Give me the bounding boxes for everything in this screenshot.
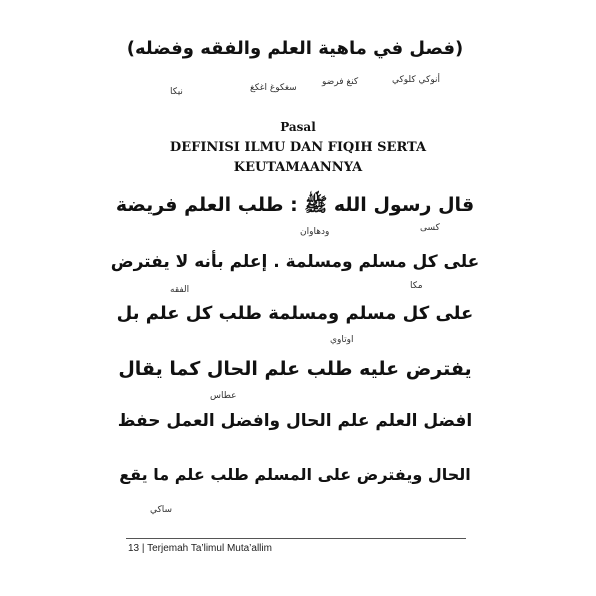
interlinear-gloss: الفقه xyxy=(170,285,190,295)
arabic-text-line: الحال ويفترض على المسلم طلب علم ما يقع xyxy=(119,465,471,484)
interlinear-gloss: نيكا xyxy=(170,87,183,97)
interlinear-gloss: كسى xyxy=(420,223,440,233)
heading-pasal: Pasal xyxy=(280,120,316,134)
footer-divider xyxy=(126,538,466,539)
arabic-text-line: افضل العلم علم الحال وافضل العمل حفظ xyxy=(117,411,473,431)
interlinear-gloss: عطاس xyxy=(210,391,237,401)
arabic-text-line: على كل مسلم ومسلمة . إعلم بأنه لا يفترض xyxy=(110,252,480,272)
interlinear-gloss: ودهاوان xyxy=(300,227,330,237)
arabic-text-line: على كل مسلم ومسلمة طلب كل علم بل xyxy=(116,303,474,324)
interlinear-gloss: سغكوغ اغكغ xyxy=(250,83,297,93)
arabic-chapter-title: (فصل في ماهية العلم والفقه وفضله) xyxy=(126,38,464,59)
interlinear-gloss: مكا xyxy=(410,281,423,291)
heading-title-line-1: DEFINISI ILMU DAN FIQIH SERTA xyxy=(169,140,427,155)
heading-title-line-2: KEUTAMAANNYA xyxy=(233,160,363,175)
arabic-text-line: يفترض عليه طلب علم الحال كما يقال xyxy=(118,358,472,380)
interlinear-gloss: ساكي xyxy=(150,505,173,515)
arabic-text-line: قال رسول الله ﷺ : طلب العلم فريضة xyxy=(115,194,475,216)
page-footer: 13 | Terjemah Ta’limul Muta’allim xyxy=(128,543,272,554)
interlinear-gloss: اوتاوي xyxy=(330,335,354,345)
interlinear-gloss: أنوكي كلوكي xyxy=(392,75,441,85)
interlinear-gloss: كنغ فرضو xyxy=(322,77,359,87)
